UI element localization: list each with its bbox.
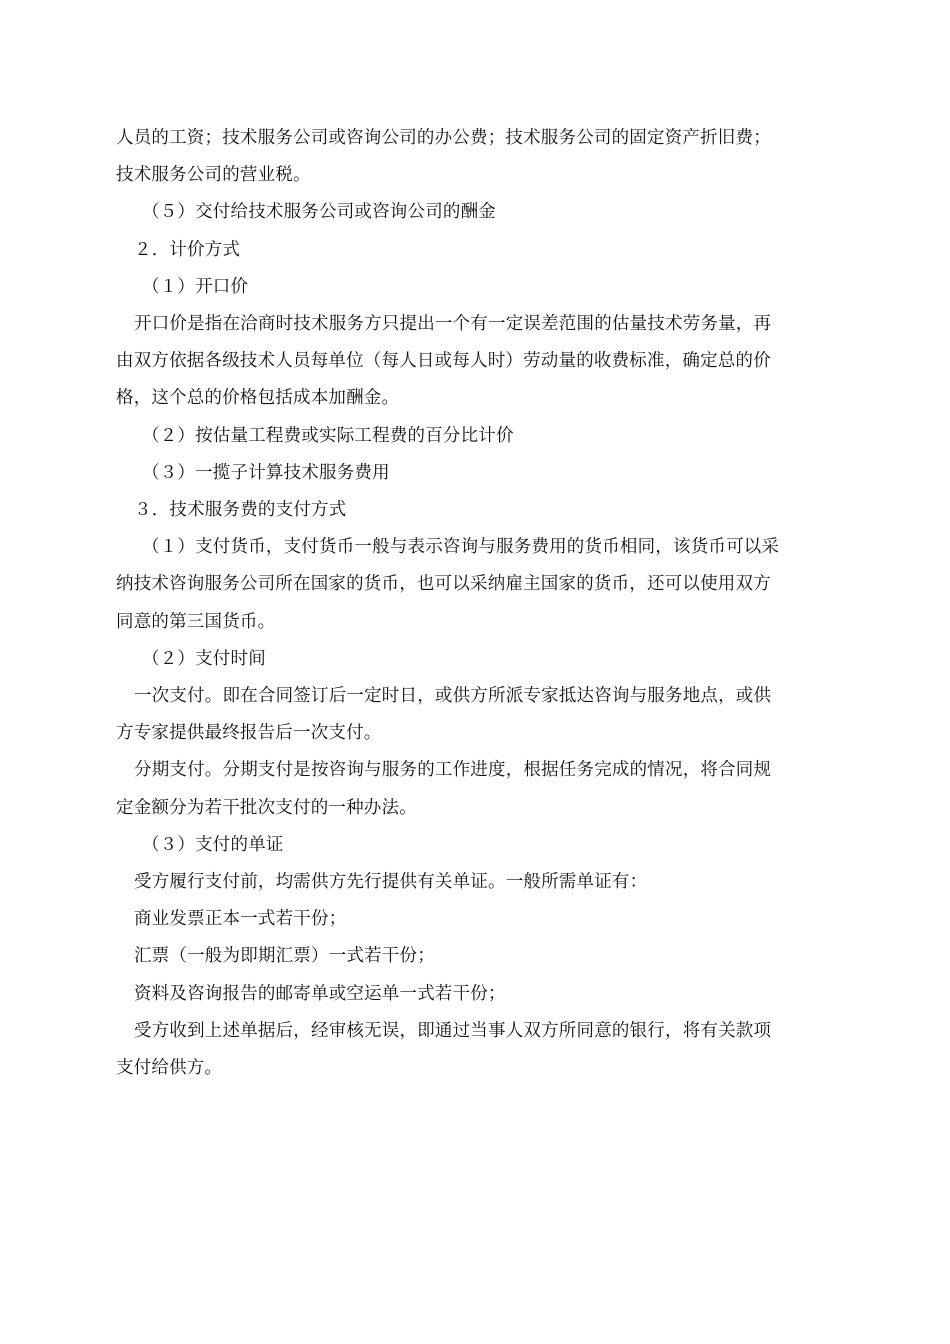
text-line: ２．计价方式 bbox=[134, 239, 241, 260]
paragraph bbox=[116, 120, 840, 194]
paragraph bbox=[116, 901, 840, 938]
text-line: （１）开口价 bbox=[142, 276, 249, 297]
paragraph bbox=[116, 938, 840, 975]
text-line: 资料及咨询报告的邮寄单或空运单一式若干份； bbox=[134, 983, 506, 1004]
paragraph bbox=[116, 492, 840, 529]
paragraph bbox=[116, 418, 840, 455]
text-line: 支付给供方。 bbox=[116, 1058, 223, 1079]
paragraph bbox=[116, 529, 840, 641]
paragraph bbox=[116, 232, 840, 269]
text-line: ３．技术服务费的支付方式 bbox=[134, 500, 347, 521]
paragraph bbox=[116, 306, 840, 418]
text-line: 开口价是指在洽商时技术服务方只提出一个有一定误差范围的估量技术劳务量，再 bbox=[134, 314, 772, 335]
text-line: 人员的工资；技术服务公司或咨询公司的办公费；技术服务公司的固定资产折旧费； bbox=[116, 128, 771, 148]
paragraph bbox=[116, 269, 840, 306]
text-line: （２）按估量工程费或实际工程费的百分比计价 bbox=[142, 425, 514, 446]
text-line: 纳技术咨询服务公司所在国家的货币，也可以采纳雇主国家的货币，还可以使用双方 bbox=[116, 574, 771, 595]
text-line: 汇票（一般为即期汇票）一式若干份； bbox=[134, 946, 435, 967]
text-line: 一次支付。即在合同签订后一定时日，或供方所派专家抵达咨询与服务地点，或供 bbox=[134, 686, 772, 707]
text-line: 方专家提供最终报告后一次支付。 bbox=[116, 723, 382, 744]
paragraph bbox=[116, 678, 840, 752]
paragraph bbox=[116, 976, 840, 1013]
text-line: （３）一揽子计算技术服务费用 bbox=[142, 462, 390, 483]
paragraph bbox=[116, 1013, 840, 1087]
text-line: 格，这个总的价格包括成本加酬金。 bbox=[116, 388, 400, 409]
text-line: （５）交付给技术服务公司或咨询公司的酬金 bbox=[142, 202, 496, 223]
document-body bbox=[116, 120, 840, 1087]
text-line: 受方履行支付前，均需供方先行提供有关单证。一般所需单证有： bbox=[134, 872, 648, 893]
text-line: 商业发票正本一式若干份； bbox=[134, 909, 347, 930]
text-line: （３）支付的单证 bbox=[142, 834, 284, 855]
text-line: （２）支付时间 bbox=[142, 648, 266, 669]
paragraph bbox=[116, 864, 840, 901]
paragraph bbox=[116, 455, 840, 492]
text-line: 技术服务公司的营业税。 bbox=[116, 165, 311, 186]
paragraph bbox=[116, 752, 840, 826]
text-line: 分期支付。分期支付是按咨询与服务的工作进度，根据任务完成的情况，将合同规 bbox=[134, 760, 772, 781]
text-line: 定金额分为若干批次支付的一种办法。 bbox=[116, 797, 417, 818]
paragraph bbox=[116, 194, 840, 231]
text-line: 同意的第三国货币。 bbox=[116, 611, 276, 632]
text-line: （１）支付货币，支付货币一般与表示咨询与服务费用的货币相同，该货币可以采 bbox=[142, 537, 780, 558]
text-line: 受方收到上述单据后，经审核无误，即通过当事人双方所同意的银行，将有关款项 bbox=[134, 1020, 772, 1041]
paragraph bbox=[116, 827, 840, 864]
paragraph bbox=[116, 641, 840, 678]
text-line: 由双方依据各级技术人员每单位（每人日或每人时）劳动量的收费标准，确定总的价 bbox=[116, 351, 771, 372]
